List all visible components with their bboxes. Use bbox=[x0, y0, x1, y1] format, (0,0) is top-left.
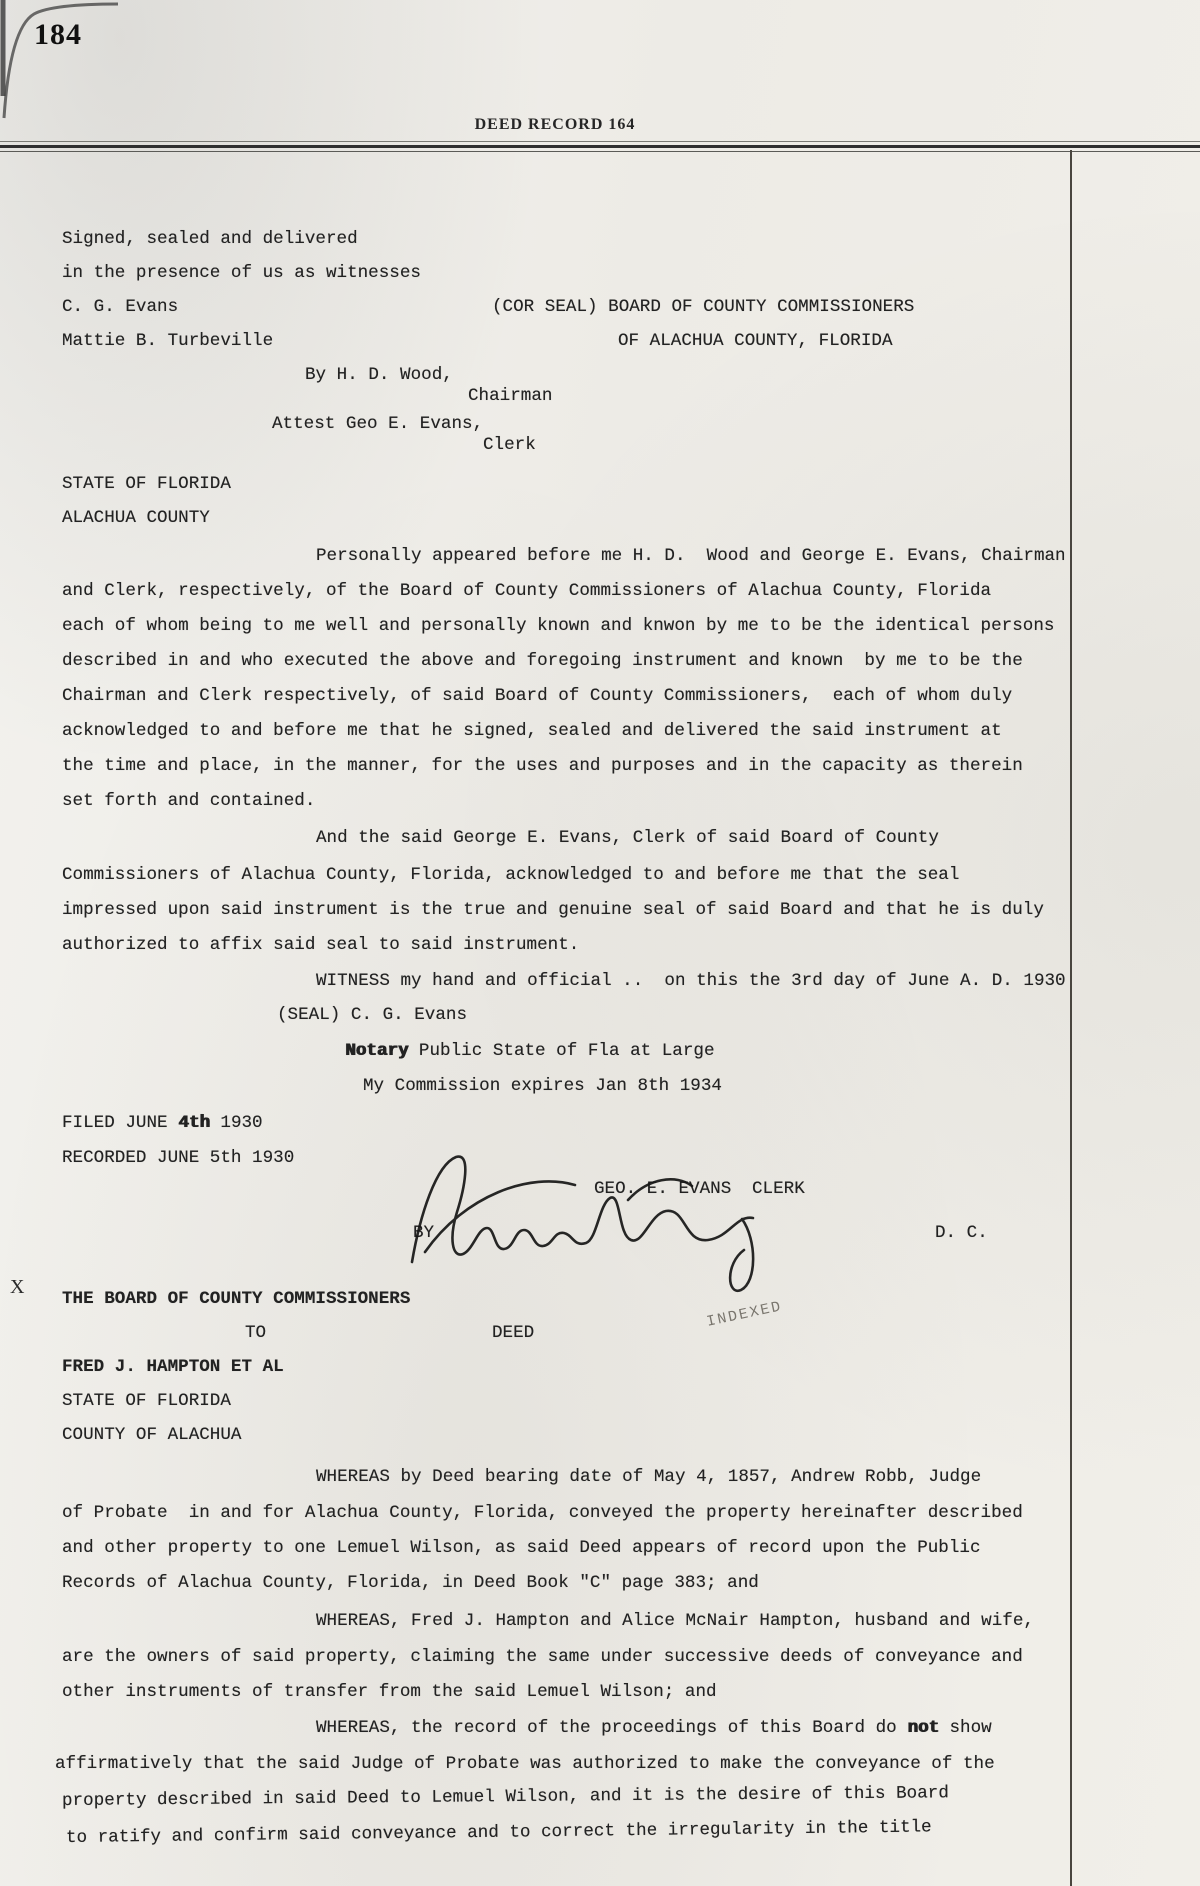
clerk-title: Clerk bbox=[483, 435, 536, 455]
state-heading-2: STATE OF FLORIDA bbox=[62, 1391, 231, 1411]
ack-paragraph-line: set forth and contained. bbox=[62, 791, 316, 811]
double-rule-bottom bbox=[0, 151, 1200, 152]
county-heading: ALACHUA COUNTY bbox=[62, 508, 210, 528]
deed-paragraph-line bbox=[316, 1717, 992, 1739]
recorded-line: RECORDED JUNE 5th 1930 bbox=[62, 1148, 295, 1168]
ack-paragraph-line: each of whom being to me well and personally known and knwon by me to be the identical persons bbox=[62, 616, 1055, 636]
witness-clause-line: WITNESS my hand and official .. on this the 3rd day of June A. D. 1930 bbox=[316, 971, 1066, 991]
ack-paragraph-line: impressed upon said instrument is the true and genuine seal of said Board and that he is duly bbox=[62, 900, 1044, 920]
ack-paragraph-line: acknowledged to and before me that he signed, sealed and delivered the said instrument at bbox=[62, 721, 1002, 741]
deed-paragraph-line: of Probate in and for Alachua County, Florida, conveyed the property hereinafter described bbox=[62, 1503, 1023, 1523]
filed-day: 4th bbox=[178, 1113, 210, 1133]
whereas3-pre: WHEREAS, the record of the proceedings of this Board do bbox=[316, 1718, 908, 1738]
deed-paragraph-line: WHEREAS, Fred J. Hampton and Alice McNair Hampton, husband and wife, bbox=[316, 1611, 1034, 1631]
deed-paragraph-line: other instruments of transfer from the said Lemuel Wilson; and bbox=[62, 1682, 717, 1702]
deputy-clerk-signature bbox=[412, 1157, 753, 1291]
signed-line: Signed, sealed and delivered bbox=[62, 229, 358, 249]
witness-name-2: Mattie B. Turbeville bbox=[62, 331, 274, 351]
deed-paragraph-line: to ratify and confirm said conveyance and to correct the irregularity in the title bbox=[65, 1817, 932, 1848]
filed-line bbox=[62, 1112, 263, 1134]
deed-paragraph-line: affirmatively that the said Judge of Probate was authorized to make the conveyance of the bbox=[55, 1754, 995, 1774]
ack-paragraph-line: Chairman and Clerk respectively, of said Board of County Commissioners, each of whom duly bbox=[62, 686, 1013, 706]
ack-paragraph-line: Personally appeared before me H. D. Wood and George E. Evans, Chairman bbox=[316, 546, 1066, 566]
deed-paragraph-line: Records of Alachua County, Florida, in Deed Book "C" page 383; and bbox=[62, 1573, 759, 1593]
attest-line: Attest Geo E. Evans, bbox=[272, 414, 484, 434]
ack-paragraph-line: Commissioners of Alachua County, Florida, acknowledged to and before me that the seal bbox=[62, 865, 960, 885]
whereas3-bold-word: not bbox=[907, 1718, 939, 1738]
deed-paragraph-line: property described in said Deed to Lemuel Wilson, and it is the desire of this Board bbox=[61, 1783, 949, 1811]
margin-x-mark: X bbox=[10, 1276, 25, 1298]
ack-paragraph-line: described in and who executed the above and foregoing instrument and known by me to be the bbox=[62, 651, 1023, 671]
notary-seal-line: (SEAL) C. G. Evans bbox=[277, 1005, 468, 1025]
double-rule-top bbox=[0, 141, 1200, 142]
clerk-signature-name: GEO. E. EVANS bbox=[594, 1179, 732, 1199]
ack-paragraph-line: the time and place, in the manner, for the uses and purposes and in the capacity as therein bbox=[62, 756, 1023, 776]
page-number: 184 bbox=[34, 18, 82, 51]
by-label: BY bbox=[413, 1223, 435, 1243]
filed-pre: FILED JUNE bbox=[62, 1113, 179, 1133]
clerk-signature-title: CLERK bbox=[752, 1179, 805, 1199]
county-heading-2: COUNTY OF ALACHUA bbox=[62, 1425, 242, 1445]
deed-paragraph-line: are the owners of said property, claiming the same under successive deeds of conveyance and bbox=[62, 1647, 1023, 1667]
whereas3-post: show bbox=[938, 1718, 992, 1738]
deputy-clerk-label: D. C. bbox=[935, 1223, 988, 1243]
grantee-name: FRED J. HAMPTON ET AL bbox=[62, 1357, 284, 1377]
to-label: TO bbox=[245, 1323, 267, 1343]
instrument-type: DEED bbox=[492, 1323, 535, 1343]
double-rule-main bbox=[0, 145, 1200, 148]
chairman-title: Chairman bbox=[468, 386, 553, 406]
ack-paragraph-line: authorized to affix said seal to said instrument. bbox=[62, 935, 580, 955]
indexed-stamp: INDEXED bbox=[705, 1298, 784, 1331]
ack-paragraph-line: and Clerk, respectively, of the Board of County Commissioners of Alachua County, Florida bbox=[62, 581, 992, 601]
presence-line: in the presence of us as witnesses bbox=[62, 263, 421, 283]
grantor-name: THE BOARD OF COUNTY COMMISSIONERS bbox=[62, 1289, 411, 1309]
state-heading: STATE OF FLORIDA bbox=[62, 474, 231, 494]
by-chairman-line: By H. D. Wood, bbox=[305, 365, 453, 385]
right-border-line bbox=[1070, 150, 1072, 1886]
deed-paragraph-line: WHEREAS by Deed bearing date of May 4, 1857, Andrew Robb, Judge bbox=[316, 1467, 982, 1487]
witness-name-1: C. G. Evans bbox=[62, 297, 179, 317]
ack-paragraph-line: And the said George E. Evans, Clerk of said Board of County bbox=[316, 828, 939, 848]
board-name-line-2: OF ALACHUA COUNTY, FLORIDA bbox=[618, 331, 893, 351]
filed-post: 1930 bbox=[209, 1113, 263, 1133]
notary-rest: Public State of Fla at Large bbox=[408, 1041, 715, 1061]
deed-paragraph-line: and other property to one Lemuel Wilson, as said Deed appears of record upon the Public bbox=[62, 1538, 981, 1558]
notary-word: Notary bbox=[345, 1041, 409, 1061]
notary-title-line bbox=[345, 1040, 715, 1062]
board-name-line-1: (COR SEAL) BOARD OF COUNTY COMMISSIONERS bbox=[492, 297, 915, 317]
commission-line: My Commission expires Jan 8th 1934 bbox=[363, 1076, 722, 1096]
record-book-header: DEED RECORD 164 bbox=[474, 116, 636, 133]
